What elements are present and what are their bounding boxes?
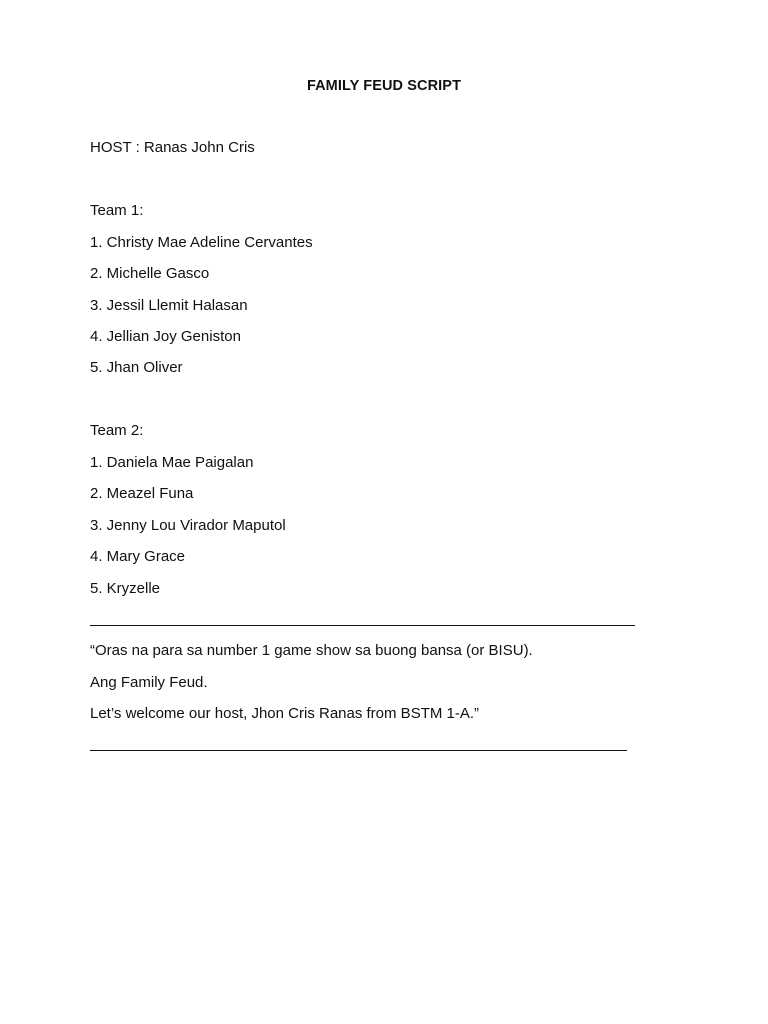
team1-member: 1. Christy Mae Adeline Cervantes [90,234,313,251]
team2-member: 2. Meazel Funa [90,485,194,502]
host-line: HOST : Ranas John Cris [90,139,255,156]
team1-member: 2. Michelle Gasco [90,265,210,282]
team2-member: 1. Daniela Mae Paigalan [90,454,254,471]
team1-heading: Team 1: [90,202,144,219]
script-line: “Oras na para sa number 1 game show sa buong bansa (or BISU). [90,642,533,659]
script-line: Ang Family Feud. [90,674,208,691]
script-line: Let’s welcome our host, Jhon Cris Ranas from BSTM 1-A.” [90,705,480,722]
team2-member: 3. Jenny Lou Virador Maputol [90,517,286,534]
team2-member: 5. Kryzelle [90,580,161,597]
team2-heading: Team 2: [90,422,144,439]
team1-member: 3. Jessil Llemit Halasan [90,297,248,314]
team1-member: 4. Jellian Joy Geniston [90,328,241,345]
separator-rule [90,750,627,751]
team1-member: 5. Jhan Oliver [90,359,183,376]
team2-member: 4. Mary Grace [90,548,186,565]
document-title: FAMILY FEUD SCRIPT [306,78,462,94]
separator-rule [90,625,635,626]
